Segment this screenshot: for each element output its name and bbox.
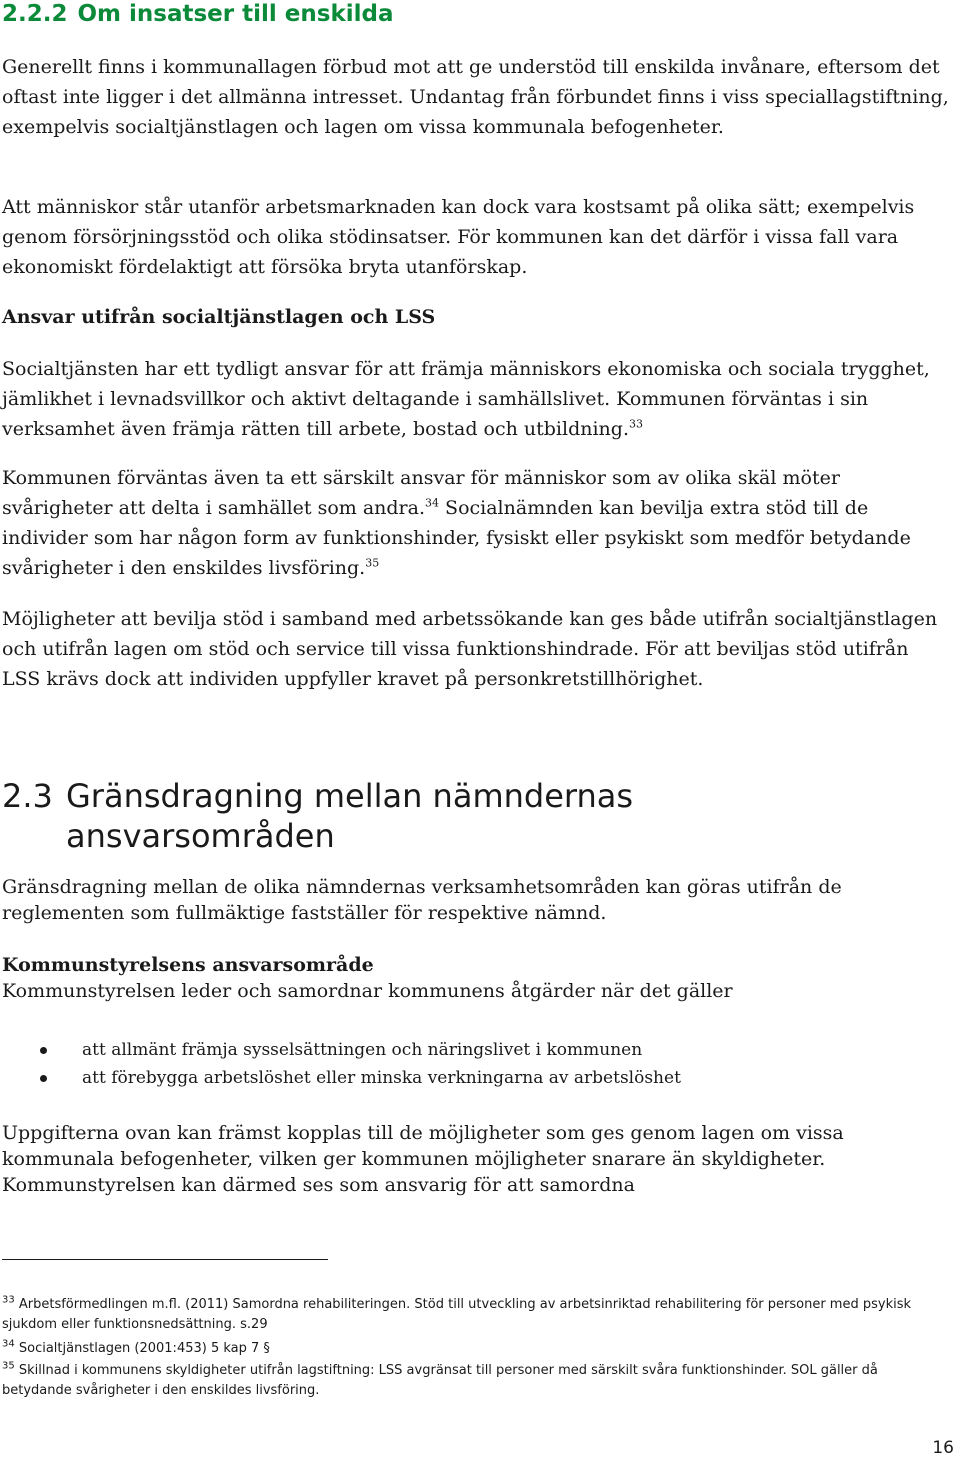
paragraph-text: Socialtjänsten har ett tydligt ansvar för att främja människors ekonomiska och sociala trygghet, jämlikhet i levnadsvillkor och aktivt deltagande i samhällslivet. Kommunen förväntas i sin verksamhet även främja rätten till arbete, bostad och utbildning.	[2, 358, 930, 440]
footnote-text: Arbetsförmedlingen m.fl. (2011) Samordna rehabiliteringen. Stöd till utveckling av arbetsinriktad rehabilitering för personer med psykisk sjukdom eller funktionsnedsättning. s.29	[2, 1297, 912, 1332]
list-item	[0, 1064, 681, 1092]
section-title-line-2: ansvarsområden	[66, 817, 335, 855]
bullet-icon	[40, 1047, 47, 1054]
footnote-number: 33	[2, 1294, 15, 1306]
footnote-ref-34[interactable]: 34	[425, 496, 440, 510]
footnote-ref-33[interactable]: 33	[628, 417, 643, 431]
page-number: 16	[932, 1438, 954, 1458]
subheading-ansvar: Ansvar utifrån socialtjänstlagen och LSS	[2, 306, 436, 328]
list-item-text: att allmänt främja sysselsättningen och näringslivet i kommunen	[82, 1040, 643, 1060]
footnote-34	[2, 1339, 942, 1359]
footnote-35	[2, 1361, 942, 1401]
bullet-list	[0, 1036, 681, 1092]
section-heading-2-2-2	[2, 0, 394, 28]
paragraph-text: Kommunen förväntas även ta ett särskilt ansvar för människor som av olika skäl möter svårigheter att delta i samhället som andra.	[2, 467, 840, 519]
section-number: 2.2.2	[2, 1, 68, 27]
footnote-text: Socialtjänstlagen (2001:453) 5 kap 7 §	[18, 1341, 270, 1356]
paragraph-kommunstyrelsen-leder: Kommunstyrelsen leder och samordnar kommunens åtgärder när det gäller	[2, 980, 733, 1002]
footnote-number: 35	[2, 1360, 15, 1372]
section-title: Om insatser till enskilda	[77, 1, 394, 27]
list-item-text: att förebygga arbetslöshet eller minska verkningarna av arbetslöshet	[82, 1068, 681, 1088]
paragraph-arbetsmarknaden: Att människor står utanför arbetsmarknaden kan dock vara kostsamt på olika sätt; exempelvis genom försörjningsstöd och olika stödinsatser. För kommunen kan det därför i vissa fall vara ekonomiskt fördelaktigt att försöka bryta utanförskap.	[2, 196, 915, 278]
paragraph-gransdragning: Gränsdragning mellan de olika nämndernas verksamhetsområden kan göras utifrån de reglementen som fullmäktige fastställer för respektive nämnd.	[2, 876, 842, 924]
section-heading-2-3	[2, 776, 633, 856]
section-title-line-1: Gränsdragning mellan nämndernas	[66, 777, 634, 815]
paragraph-uppgifterna: Uppgifterna ovan kan främst kopplas till de möjligheter som ges genom lagen om vissa kommunala befogenheter, vilken ger kommunen möjligheter snarare än skyldigheter. Kommunstyrelsen kan därmed ses som ansvarig för att samordna	[2, 1122, 844, 1196]
paragraph-socialtjansten	[2, 354, 952, 444]
paragraph-text: Socialnämnden kan bevilja extra stöd till de individer som har någon form av funktionshinder, fysiskt eller psykiskt som medför betydande svårigheter i den enskildes livsföring.	[2, 497, 911, 579]
list-item	[0, 1036, 681, 1064]
footnote-number: 34	[2, 1338, 15, 1350]
footnote-divider	[2, 1259, 328, 1260]
paragraph-mojligheter: Möjligheter att bevilja stöd i samband med arbetssökande kan ges både utifrån socialtjänstlagen och utifrån lagen om stöd och service till vissa funktionshindrade. För att beviljas stöd utifrån LSS krävs dock att individen uppfyller kravet på personkretstillhörighet.	[2, 608, 938, 690]
section-number: 2.3	[2, 777, 53, 815]
footnote-33	[2, 1295, 942, 1335]
paragraph-kommunallagen: Generellt finns i kommunallagen förbud mot att ge understöd till enskilda invånare, eftersom det oftast inte ligger i det allmänna intresset. Undantag från förbundet finns i viss speciallagstiftning, exempelvis socialtjänstlagen och lagen om vissa kommunala befogenheter.	[2, 56, 949, 138]
paragraph-sarskilt-ansvar	[2, 463, 952, 583]
footnote-text: Skillnad i kommunens skyldigheter utifrån lagstiftning: LSS avgränsat till personer med särskilt svåra funktionshinder. SOL gäller då betydande svårigheter i den enskildes livsföring.	[2, 1363, 878, 1398]
subheading-kommunstyrelsen: Kommunstyrelsens ansvarsområde	[2, 954, 374, 976]
footnote-ref-35[interactable]: 35	[365, 556, 380, 570]
bullet-icon	[40, 1075, 47, 1082]
